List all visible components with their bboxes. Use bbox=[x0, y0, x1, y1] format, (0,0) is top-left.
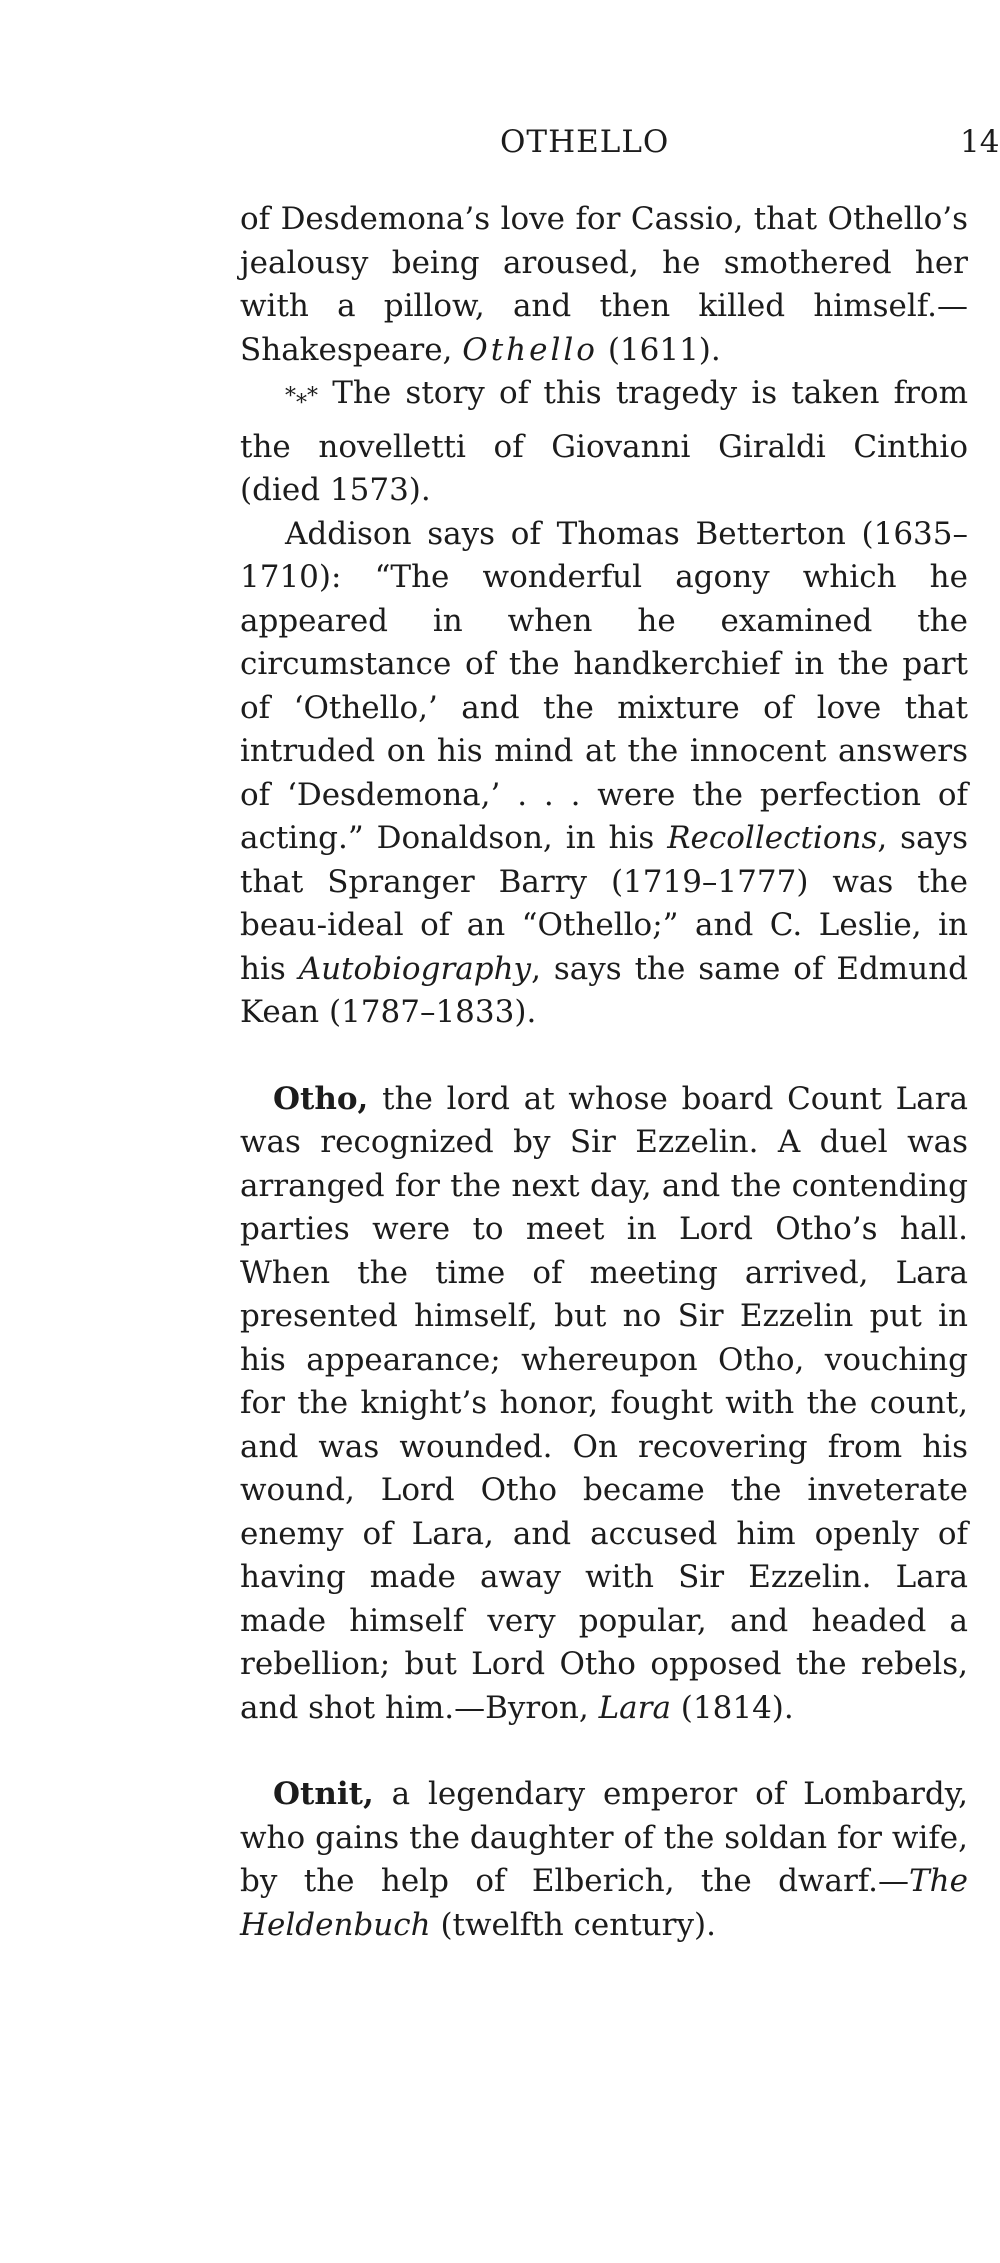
othello-paragraph-2 bbox=[240, 372, 968, 513]
recollections-title: Recollections bbox=[667, 820, 878, 857]
othello-source-year: (1611). bbox=[597, 331, 721, 368]
asterism-star-1: * bbox=[285, 384, 296, 409]
othello-text-1: of Desdemona’s love for Cassio, that Othello’s jealousy being aroused, he smothered her with a pillow, and then killed himself.— Shakespeare, bbox=[240, 201, 968, 368]
autobiography-title: Autobiography bbox=[298, 950, 532, 987]
otho-text: the lord at whose board Count Lara was recognized by Sir Ezzelin. A duel was arranged for the next day, and the contending parties were to meet in Lord Otho’s hall. When the time of meeting arrived, Lara presented himself, but no Sir Ezzelin put in his appearance; whereupon Otho, vouching for the knight’s honor, fought with the count, and was wounded. On recovering from his wound, Lord Otho became the inveterate enemy of Lara, and accused him openly of having made away with Sir Ezzelin. Lara made himself very popular, and headed a rebellion; but Lord Otho opposed the rebels, and shot him.—Byron, bbox=[240, 1080, 968, 1726]
othello-paragraph-3 bbox=[240, 513, 968, 1035]
otnit-source-title: The Heldenbuch bbox=[240, 1863, 968, 1943]
text-column bbox=[240, 198, 968, 1947]
otnit-headword: Otnit, bbox=[273, 1776, 374, 1813]
otho-source-year: (1814). bbox=[670, 1689, 794, 1726]
othello-paragraph-1 bbox=[240, 198, 968, 372]
asterism-star-2: * bbox=[296, 391, 307, 417]
otho-source-title: Lara bbox=[598, 1689, 671, 1726]
othello-text-3a: Addison says of Thomas Betterton (1635–1710): “The wonderful agony which he appeared in when he examined the circumstance of the handkerchief in the part of ‘Othello,’ and the mixture of love that intruded on his mind at the innocent answers of ‘Desdemona,’ . . . were the perfection of acting.” Donaldson, in his bbox=[240, 515, 968, 857]
othello-text-2: The story of this tragedy is taken from the novelletti of Giovanni Giraldi Cinthio (died 1573). bbox=[240, 375, 968, 509]
othello-text-3e: , says the same of Edmund Kean (1787–1833). bbox=[240, 950, 968, 1031]
otnit-entry bbox=[240, 1773, 968, 1947]
running-head bbox=[0, 122, 1000, 162]
running-title: OTHELLO bbox=[500, 124, 670, 160]
othello-text-3c: , says that Spranger Barry (1719–1777) was the beau-ideal of an “Othello;” and C. Leslie, in his bbox=[240, 820, 968, 987]
otho-headword: Otho, bbox=[273, 1080, 369, 1117]
otnit-text: a legendary emperor of Lombardy, who gains the daughter of the soldan for wife, by the help of Elberich, the dwarf.— bbox=[240, 1776, 968, 1900]
asterism-star-3: * bbox=[307, 384, 318, 409]
page-number: 14 bbox=[960, 124, 1000, 160]
otnit-source-tail: (twelfth century). bbox=[430, 1906, 716, 1943]
otho-entry bbox=[240, 1078, 968, 1731]
othello-source-title: Othello bbox=[462, 331, 598, 368]
